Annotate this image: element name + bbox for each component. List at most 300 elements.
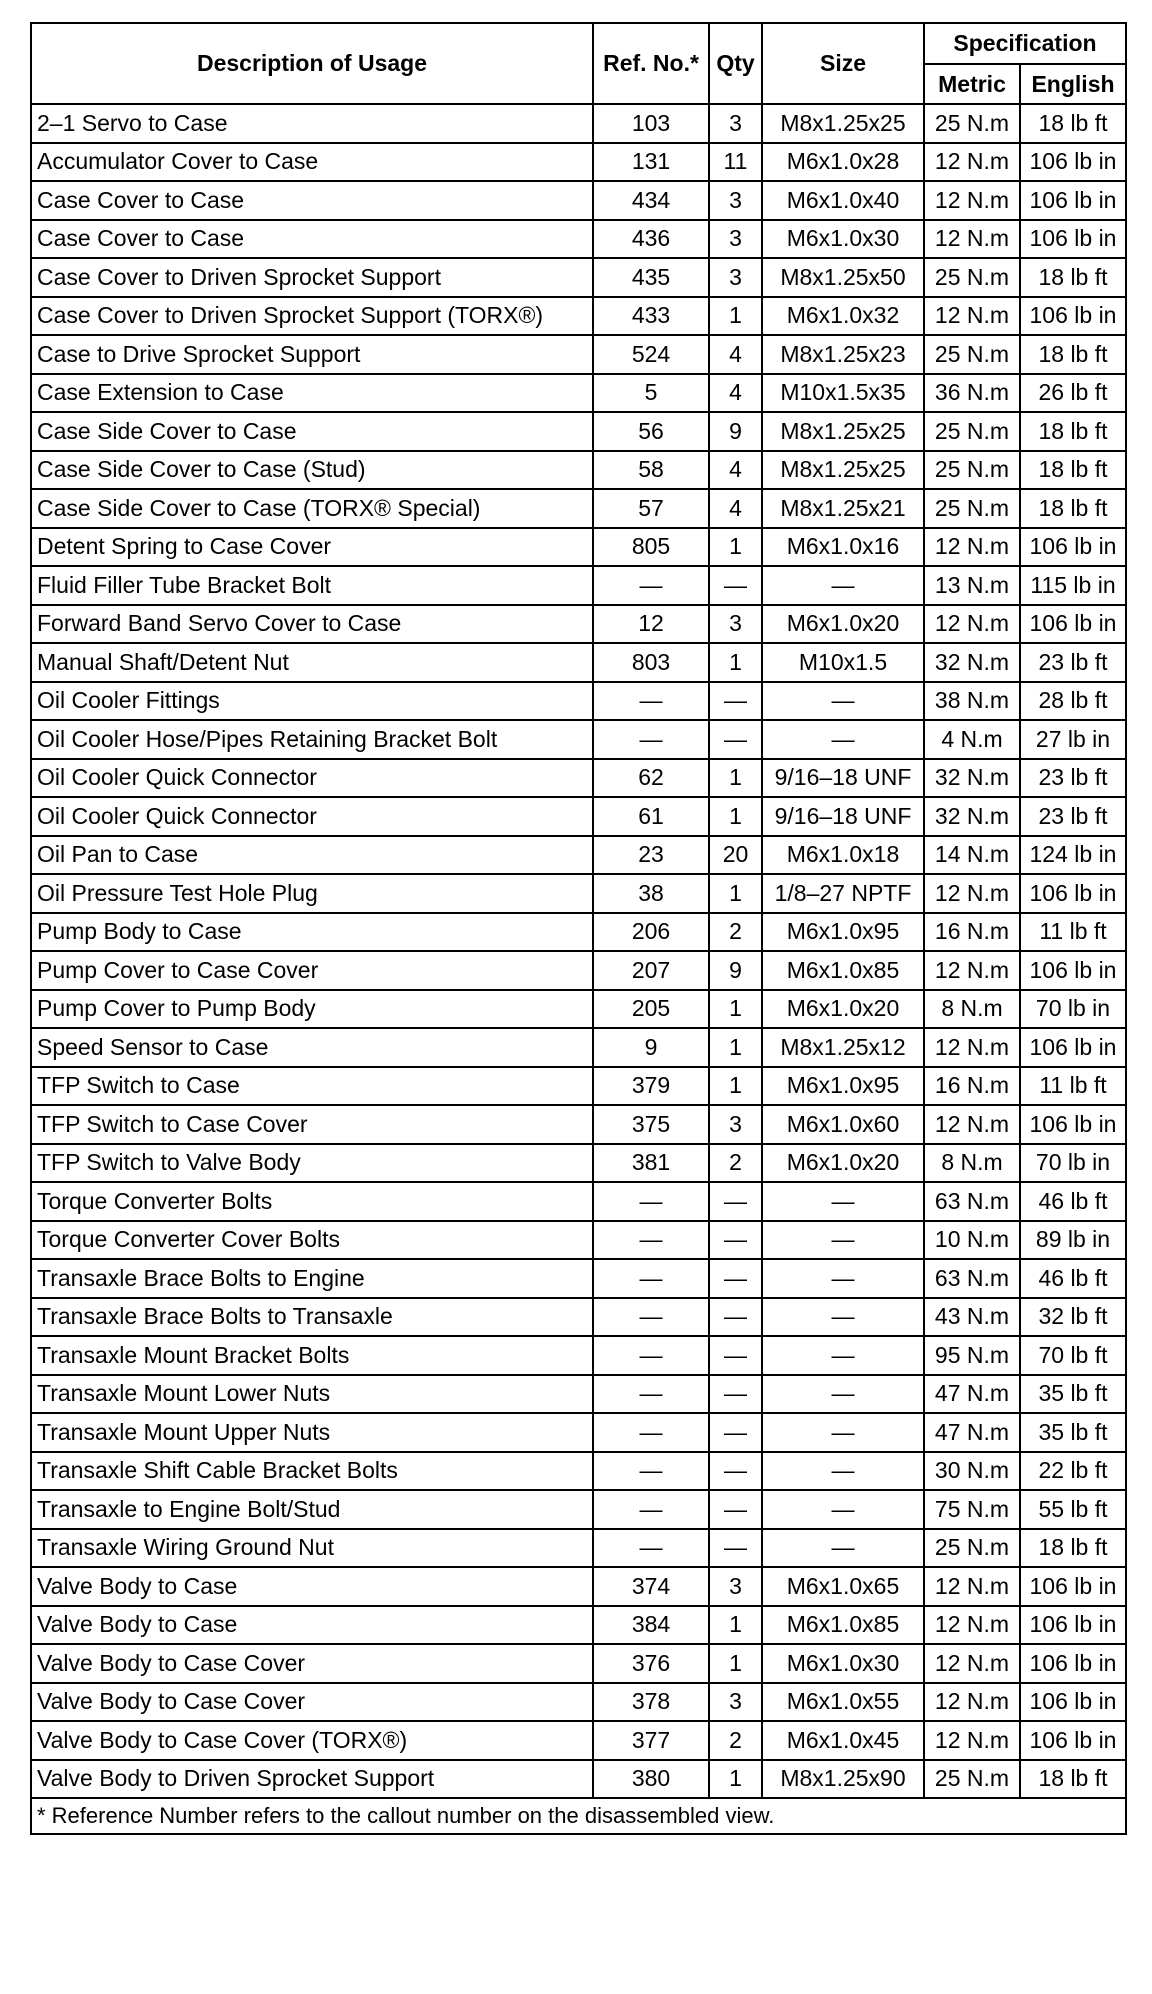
cell-metric: 43 N.m xyxy=(924,1298,1020,1337)
cell-size: M6x1.0x95 xyxy=(762,1067,924,1106)
cell-qty: 4 xyxy=(709,489,762,528)
cell-ref-no: — xyxy=(593,1182,709,1221)
cell-english: 115 lb in xyxy=(1020,566,1126,605)
table-row xyxy=(31,643,1126,682)
cell-metric: 12 N.m xyxy=(924,605,1020,644)
cell-size: M6x1.0x45 xyxy=(762,1721,924,1760)
cell-english: 106 lb in xyxy=(1020,1105,1126,1144)
cell-ref-no: 131 xyxy=(593,143,709,182)
cell-description: Valve Body to Case xyxy=(31,1567,593,1606)
cell-english: 18 lb ft xyxy=(1020,1529,1126,1568)
cell-size: 9/16–18 UNF xyxy=(762,759,924,798)
cell-size: M6x1.0x40 xyxy=(762,181,924,220)
cell-metric: 32 N.m xyxy=(924,643,1020,682)
cell-ref-no: 379 xyxy=(593,1067,709,1106)
cell-english: 18 lb ft xyxy=(1020,1760,1126,1799)
cell-size: — xyxy=(762,1413,924,1452)
cell-ref-no: — xyxy=(593,1298,709,1337)
cell-metric: 47 N.m xyxy=(924,1375,1020,1414)
cell-description: Case Side Cover to Case (Stud) xyxy=(31,451,593,490)
cell-ref-no: 524 xyxy=(593,335,709,374)
cell-english: 106 lb in xyxy=(1020,143,1126,182)
table-row xyxy=(31,1644,1126,1683)
cell-english: 70 lb in xyxy=(1020,1144,1126,1183)
cell-description: Oil Cooler Quick Connector xyxy=(31,797,593,836)
table-row xyxy=(31,297,1126,336)
table-row xyxy=(31,1028,1126,1067)
table-row xyxy=(31,836,1126,875)
cell-english: 22 lb ft xyxy=(1020,1452,1126,1491)
cell-english: 26 lb ft xyxy=(1020,374,1126,413)
cell-qty: — xyxy=(709,1336,762,1375)
cell-metric: 25 N.m xyxy=(924,258,1020,297)
table-row xyxy=(31,1144,1126,1183)
cell-metric: 12 N.m xyxy=(924,297,1020,336)
table-row xyxy=(31,913,1126,952)
cell-english: 106 lb in xyxy=(1020,1028,1126,1067)
cell-qty: — xyxy=(709,1375,762,1414)
cell-metric: 63 N.m xyxy=(924,1182,1020,1221)
cell-metric: 38 N.m xyxy=(924,682,1020,721)
cell-english: 18 lb ft xyxy=(1020,412,1126,451)
cell-qty: 1 xyxy=(709,874,762,913)
cell-metric: 32 N.m xyxy=(924,797,1020,836)
cell-size: — xyxy=(762,682,924,721)
cell-qty: — xyxy=(709,1221,762,1260)
cell-description: Pump Body to Case xyxy=(31,913,593,952)
table-row xyxy=(31,181,1126,220)
cell-english: 106 lb in xyxy=(1020,181,1126,220)
cell-description: Pump Cover to Case Cover xyxy=(31,951,593,990)
table-row xyxy=(31,412,1126,451)
cell-size: M6x1.0x32 xyxy=(762,297,924,336)
table-row xyxy=(31,566,1126,605)
table-row xyxy=(31,1182,1126,1221)
cell-description: Case Side Cover to Case (TORX® Special) xyxy=(31,489,593,528)
table-row xyxy=(31,1490,1126,1529)
cell-description: Speed Sensor to Case xyxy=(31,1028,593,1067)
cell-size: — xyxy=(762,1298,924,1337)
cell-metric: 63 N.m xyxy=(924,1259,1020,1298)
cell-english: 18 lb ft xyxy=(1020,258,1126,297)
cell-metric: 12 N.m xyxy=(924,1567,1020,1606)
cell-size: M6x1.0x30 xyxy=(762,1644,924,1683)
cell-size: M6x1.0x16 xyxy=(762,528,924,567)
table-row xyxy=(31,1413,1126,1452)
cell-metric: 75 N.m xyxy=(924,1490,1020,1529)
cell-description: TFP Switch to Valve Body xyxy=(31,1144,593,1183)
cell-description: Accumulator Cover to Case xyxy=(31,143,593,182)
cell-size: — xyxy=(762,720,924,759)
cell-ref-no: — xyxy=(593,1452,709,1491)
header-ref-no: Ref. No.* xyxy=(593,23,709,104)
cell-qty: — xyxy=(709,1259,762,1298)
cell-qty: — xyxy=(709,1452,762,1491)
cell-english: 35 lb ft xyxy=(1020,1375,1126,1414)
cell-metric: 36 N.m xyxy=(924,374,1020,413)
cell-size: M6x1.0x65 xyxy=(762,1567,924,1606)
cell-metric: 30 N.m xyxy=(924,1452,1020,1491)
cell-size: M6x1.0x28 xyxy=(762,143,924,182)
cell-description: Transaxle Mount Bracket Bolts xyxy=(31,1336,593,1375)
cell-english: 106 lb in xyxy=(1020,951,1126,990)
cell-qty: 1 xyxy=(709,1606,762,1645)
cell-ref-no: 803 xyxy=(593,643,709,682)
table-row xyxy=(31,797,1126,836)
cell-ref-no: 375 xyxy=(593,1105,709,1144)
cell-size: — xyxy=(762,1529,924,1568)
table-row xyxy=(31,1259,1126,1298)
table-row xyxy=(31,104,1126,143)
cell-english: 106 lb in xyxy=(1020,1567,1126,1606)
cell-qty: 1 xyxy=(709,1028,762,1067)
cell-ref-no: 805 xyxy=(593,528,709,567)
cell-qty: 3 xyxy=(709,1105,762,1144)
cell-metric: 95 N.m xyxy=(924,1336,1020,1375)
cell-description: Oil Cooler Fittings xyxy=(31,682,593,721)
table-row xyxy=(31,374,1126,413)
cell-metric: 12 N.m xyxy=(924,1644,1020,1683)
header-specification: Specification xyxy=(924,23,1126,64)
cell-english: 106 lb in xyxy=(1020,605,1126,644)
table-header xyxy=(31,23,1126,104)
cell-ref-no: 62 xyxy=(593,759,709,798)
cell-english: 23 lb ft xyxy=(1020,797,1126,836)
cell-size: M8x1.25x90 xyxy=(762,1760,924,1799)
table-row xyxy=(31,1105,1126,1144)
cell-metric: 25 N.m xyxy=(924,104,1020,143)
cell-size: — xyxy=(762,1259,924,1298)
cell-metric: 12 N.m xyxy=(924,1606,1020,1645)
cell-ref-no: 57 xyxy=(593,489,709,528)
cell-metric: 47 N.m xyxy=(924,1413,1020,1452)
cell-qty: 3 xyxy=(709,104,762,143)
cell-metric: 12 N.m xyxy=(924,1721,1020,1760)
cell-english: 28 lb ft xyxy=(1020,682,1126,721)
cell-english: 106 lb in xyxy=(1020,1721,1126,1760)
cell-english: 32 lb ft xyxy=(1020,1298,1126,1337)
cell-description: Oil Cooler Hose/Pipes Retaining Bracket Bolt xyxy=(31,720,593,759)
cell-description: Oil Cooler Quick Connector xyxy=(31,759,593,798)
cell-description: Transaxle Wiring Ground Nut xyxy=(31,1529,593,1568)
cell-size: M8x1.25x23 xyxy=(762,335,924,374)
cell-metric: 12 N.m xyxy=(924,1683,1020,1722)
cell-metric: 12 N.m xyxy=(924,1028,1020,1067)
cell-size: M6x1.0x60 xyxy=(762,1105,924,1144)
cell-size: M8x1.25x25 xyxy=(762,412,924,451)
cell-size: M8x1.25x25 xyxy=(762,104,924,143)
table-row xyxy=(31,1298,1126,1337)
cell-size: — xyxy=(762,1221,924,1260)
cell-description: Oil Pressure Test Hole Plug xyxy=(31,874,593,913)
cell-ref-no: — xyxy=(593,1490,709,1529)
cell-description: Forward Band Servo Cover to Case xyxy=(31,605,593,644)
cell-description: Valve Body to Case Cover (TORX®) xyxy=(31,1721,593,1760)
cell-size: M6x1.0x20 xyxy=(762,605,924,644)
table-row xyxy=(31,1221,1126,1260)
cell-english: 23 lb ft xyxy=(1020,643,1126,682)
table-row xyxy=(31,1606,1126,1645)
header-description: Description of Usage xyxy=(31,23,593,104)
cell-size: M6x1.0x85 xyxy=(762,951,924,990)
cell-size: M8x1.25x12 xyxy=(762,1028,924,1067)
cell-ref-no: 384 xyxy=(593,1606,709,1645)
cell-qty: 9 xyxy=(709,951,762,990)
cell-english: 106 lb in xyxy=(1020,297,1126,336)
cell-description: Transaxle Brace Bolts to Transaxle xyxy=(31,1298,593,1337)
table-row xyxy=(31,605,1126,644)
header-size: Size xyxy=(762,23,924,104)
cell-ref-no: 205 xyxy=(593,990,709,1029)
cell-english: 46 lb ft xyxy=(1020,1259,1126,1298)
cell-metric: 25 N.m xyxy=(924,451,1020,490)
cell-ref-no: 5 xyxy=(593,374,709,413)
table-body xyxy=(31,104,1126,1798)
cell-description: Torque Converter Bolts xyxy=(31,1182,593,1221)
cell-qty: 1 xyxy=(709,1067,762,1106)
cell-ref-no: — xyxy=(593,720,709,759)
cell-english: 106 lb in xyxy=(1020,1606,1126,1645)
table-row xyxy=(31,1375,1126,1414)
cell-metric: 32 N.m xyxy=(924,759,1020,798)
cell-english: 124 lb in xyxy=(1020,836,1126,875)
cell-ref-no: 378 xyxy=(593,1683,709,1722)
cell-metric: 12 N.m xyxy=(924,181,1020,220)
table-row xyxy=(31,990,1126,1029)
cell-qty: 2 xyxy=(709,1721,762,1760)
cell-metric: 12 N.m xyxy=(924,220,1020,259)
cell-qty: 1 xyxy=(709,1760,762,1799)
cell-description: Transaxle Brace Bolts to Engine xyxy=(31,1259,593,1298)
cell-size: M10x1.5 xyxy=(762,643,924,682)
cell-description: Fluid Filler Tube Bracket Bolt xyxy=(31,566,593,605)
cell-description: TFP Switch to Case Cover xyxy=(31,1105,593,1144)
cell-metric: 14 N.m xyxy=(924,836,1020,875)
cell-description: Valve Body to Case Cover xyxy=(31,1683,593,1722)
cell-metric: 10 N.m xyxy=(924,1221,1020,1260)
table-row xyxy=(31,951,1126,990)
cell-metric: 16 N.m xyxy=(924,1067,1020,1106)
cell-english: 18 lb ft xyxy=(1020,489,1126,528)
cell-metric: 25 N.m xyxy=(924,335,1020,374)
cell-metric: 25 N.m xyxy=(924,489,1020,528)
cell-metric: 12 N.m xyxy=(924,143,1020,182)
cell-qty: 20 xyxy=(709,836,762,875)
cell-description: Manual Shaft/Detent Nut xyxy=(31,643,593,682)
cell-qty: 2 xyxy=(709,1144,762,1183)
table-row xyxy=(31,1567,1126,1606)
table-row xyxy=(31,1683,1126,1722)
cell-ref-no: 434 xyxy=(593,181,709,220)
cell-qty: 3 xyxy=(709,1567,762,1606)
cell-qty: — xyxy=(709,1490,762,1529)
cell-size: — xyxy=(762,1490,924,1529)
cell-english: 18 lb ft xyxy=(1020,335,1126,374)
cell-qty: 3 xyxy=(709,605,762,644)
cell-ref-no: — xyxy=(593,682,709,721)
cell-english: 89 lb in xyxy=(1020,1221,1126,1260)
cell-size: — xyxy=(762,1182,924,1221)
cell-ref-no: 61 xyxy=(593,797,709,836)
cell-size: M6x1.0x20 xyxy=(762,1144,924,1183)
cell-english: 70 lb ft xyxy=(1020,1336,1126,1375)
cell-ref-no: 436 xyxy=(593,220,709,259)
header-qty: Qty xyxy=(709,23,762,104)
cell-description: Transaxle Shift Cable Bracket Bolts xyxy=(31,1452,593,1491)
table-row xyxy=(31,874,1126,913)
header-metric: Metric xyxy=(924,64,1020,104)
cell-ref-no: 9 xyxy=(593,1028,709,1067)
cell-english: 27 lb in xyxy=(1020,720,1126,759)
cell-qty: 1 xyxy=(709,528,762,567)
cell-description: Valve Body to Case Cover xyxy=(31,1644,593,1683)
cell-size: M8x1.25x50 xyxy=(762,258,924,297)
cell-english: 106 lb in xyxy=(1020,1644,1126,1683)
cell-metric: 12 N.m xyxy=(924,951,1020,990)
cell-english: 55 lb ft xyxy=(1020,1490,1126,1529)
cell-qty: — xyxy=(709,1413,762,1452)
cell-qty: 1 xyxy=(709,297,762,336)
cell-ref-no: 381 xyxy=(593,1144,709,1183)
cell-qty: 1 xyxy=(709,797,762,836)
table-row xyxy=(31,258,1126,297)
table-row xyxy=(31,1760,1126,1799)
cell-metric: 13 N.m xyxy=(924,566,1020,605)
cell-description: Case Cover to Driven Sprocket Support (TORX®) xyxy=(31,297,593,336)
cell-ref-no: — xyxy=(593,1336,709,1375)
cell-size: M6x1.0x95 xyxy=(762,913,924,952)
cell-size: 1/8–27 NPTF xyxy=(762,874,924,913)
table-row xyxy=(31,451,1126,490)
cell-description: Valve Body to Case xyxy=(31,1606,593,1645)
cell-ref-no: 376 xyxy=(593,1644,709,1683)
table-row xyxy=(31,1336,1126,1375)
header-english: English xyxy=(1020,64,1126,104)
cell-size: M6x1.0x30 xyxy=(762,220,924,259)
table-row xyxy=(31,1721,1126,1760)
cell-metric: 12 N.m xyxy=(924,1105,1020,1144)
cell-ref-no: 38 xyxy=(593,874,709,913)
cell-qty: 1 xyxy=(709,990,762,1029)
footnote: * Reference Number refers to the callout number on the disassembled view. xyxy=(31,1798,1126,1834)
cell-english: 106 lb in xyxy=(1020,1683,1126,1722)
table-row xyxy=(31,220,1126,259)
cell-ref-no: 56 xyxy=(593,412,709,451)
cell-english: 18 lb ft xyxy=(1020,451,1126,490)
cell-ref-no: — xyxy=(593,566,709,605)
cell-qty: 2 xyxy=(709,913,762,952)
cell-size: M8x1.25x21 xyxy=(762,489,924,528)
cell-english: 70 lb in xyxy=(1020,990,1126,1029)
cell-metric: 12 N.m xyxy=(924,874,1020,913)
cell-qty: 3 xyxy=(709,1683,762,1722)
table-row xyxy=(31,682,1126,721)
cell-description: Valve Body to Driven Sprocket Support xyxy=(31,1760,593,1799)
cell-qty: — xyxy=(709,682,762,721)
cell-ref-no: — xyxy=(593,1413,709,1452)
cell-qty: 1 xyxy=(709,1644,762,1683)
cell-size: M6x1.0x55 xyxy=(762,1683,924,1722)
cell-size: M6x1.0x85 xyxy=(762,1606,924,1645)
cell-qty: 11 xyxy=(709,143,762,182)
cell-description: Transaxle to Engine Bolt/Stud xyxy=(31,1490,593,1529)
table-row xyxy=(31,1067,1126,1106)
cell-english: 106 lb in xyxy=(1020,874,1126,913)
cell-description: Case Cover to Case xyxy=(31,220,593,259)
cell-ref-no: 377 xyxy=(593,1721,709,1760)
cell-metric: 25 N.m xyxy=(924,1529,1020,1568)
cell-description: Transaxle Mount Upper Nuts xyxy=(31,1413,593,1452)
cell-metric: 25 N.m xyxy=(924,412,1020,451)
cell-ref-no: 380 xyxy=(593,1760,709,1799)
cell-english: 23 lb ft xyxy=(1020,759,1126,798)
cell-qty: 1 xyxy=(709,643,762,682)
cell-ref-no: 103 xyxy=(593,104,709,143)
table-row xyxy=(31,528,1126,567)
cell-description: Case Side Cover to Case xyxy=(31,412,593,451)
cell-size: — xyxy=(762,1336,924,1375)
cell-qty: 9 xyxy=(709,412,762,451)
cell-qty: — xyxy=(709,566,762,605)
cell-size: M8x1.25x25 xyxy=(762,451,924,490)
cell-size: M6x1.0x18 xyxy=(762,836,924,875)
cell-metric: 8 N.m xyxy=(924,990,1020,1029)
cell-ref-no: 433 xyxy=(593,297,709,336)
cell-qty: — xyxy=(709,720,762,759)
cell-english: 11 lb ft xyxy=(1020,1067,1126,1106)
cell-ref-no: 23 xyxy=(593,836,709,875)
cell-description: Pump Cover to Pump Body xyxy=(31,990,593,1029)
cell-description: Case to Drive Sprocket Support xyxy=(31,335,593,374)
cell-ref-no: 58 xyxy=(593,451,709,490)
table-row xyxy=(31,1452,1126,1491)
cell-qty: — xyxy=(709,1182,762,1221)
cell-qty: 3 xyxy=(709,220,762,259)
table-row xyxy=(31,1529,1126,1568)
cell-size: M10x1.5x35 xyxy=(762,374,924,413)
cell-size: — xyxy=(762,566,924,605)
cell-qty: — xyxy=(709,1529,762,1568)
cell-qty: 4 xyxy=(709,335,762,374)
cell-ref-no: 207 xyxy=(593,951,709,990)
table-row xyxy=(31,489,1126,528)
cell-qty: 4 xyxy=(709,451,762,490)
cell-description: Case Cover to Driven Sprocket Support xyxy=(31,258,593,297)
cell-english: 106 lb in xyxy=(1020,220,1126,259)
cell-description: Detent Spring to Case Cover xyxy=(31,528,593,567)
cell-ref-no: 12 xyxy=(593,605,709,644)
cell-description: Case Cover to Case xyxy=(31,181,593,220)
cell-description: 2–1 Servo to Case xyxy=(31,104,593,143)
cell-english: 35 lb ft xyxy=(1020,1413,1126,1452)
cell-description: TFP Switch to Case xyxy=(31,1067,593,1106)
cell-metric: 25 N.m xyxy=(924,1760,1020,1799)
cell-qty: 3 xyxy=(709,258,762,297)
cell-english: 18 lb ft xyxy=(1020,104,1126,143)
cell-qty: — xyxy=(709,1298,762,1337)
cell-size: 9/16–18 UNF xyxy=(762,797,924,836)
fastener-spec-table xyxy=(30,22,1127,1835)
cell-metric: 16 N.m xyxy=(924,913,1020,952)
cell-ref-no: 206 xyxy=(593,913,709,952)
cell-english: 106 lb in xyxy=(1020,528,1126,567)
table-row xyxy=(31,143,1126,182)
cell-ref-no: — xyxy=(593,1259,709,1298)
table-row xyxy=(31,335,1126,374)
cell-description: Oil Pan to Case xyxy=(31,836,593,875)
cell-size: — xyxy=(762,1452,924,1491)
cell-description: Torque Converter Cover Bolts xyxy=(31,1221,593,1260)
